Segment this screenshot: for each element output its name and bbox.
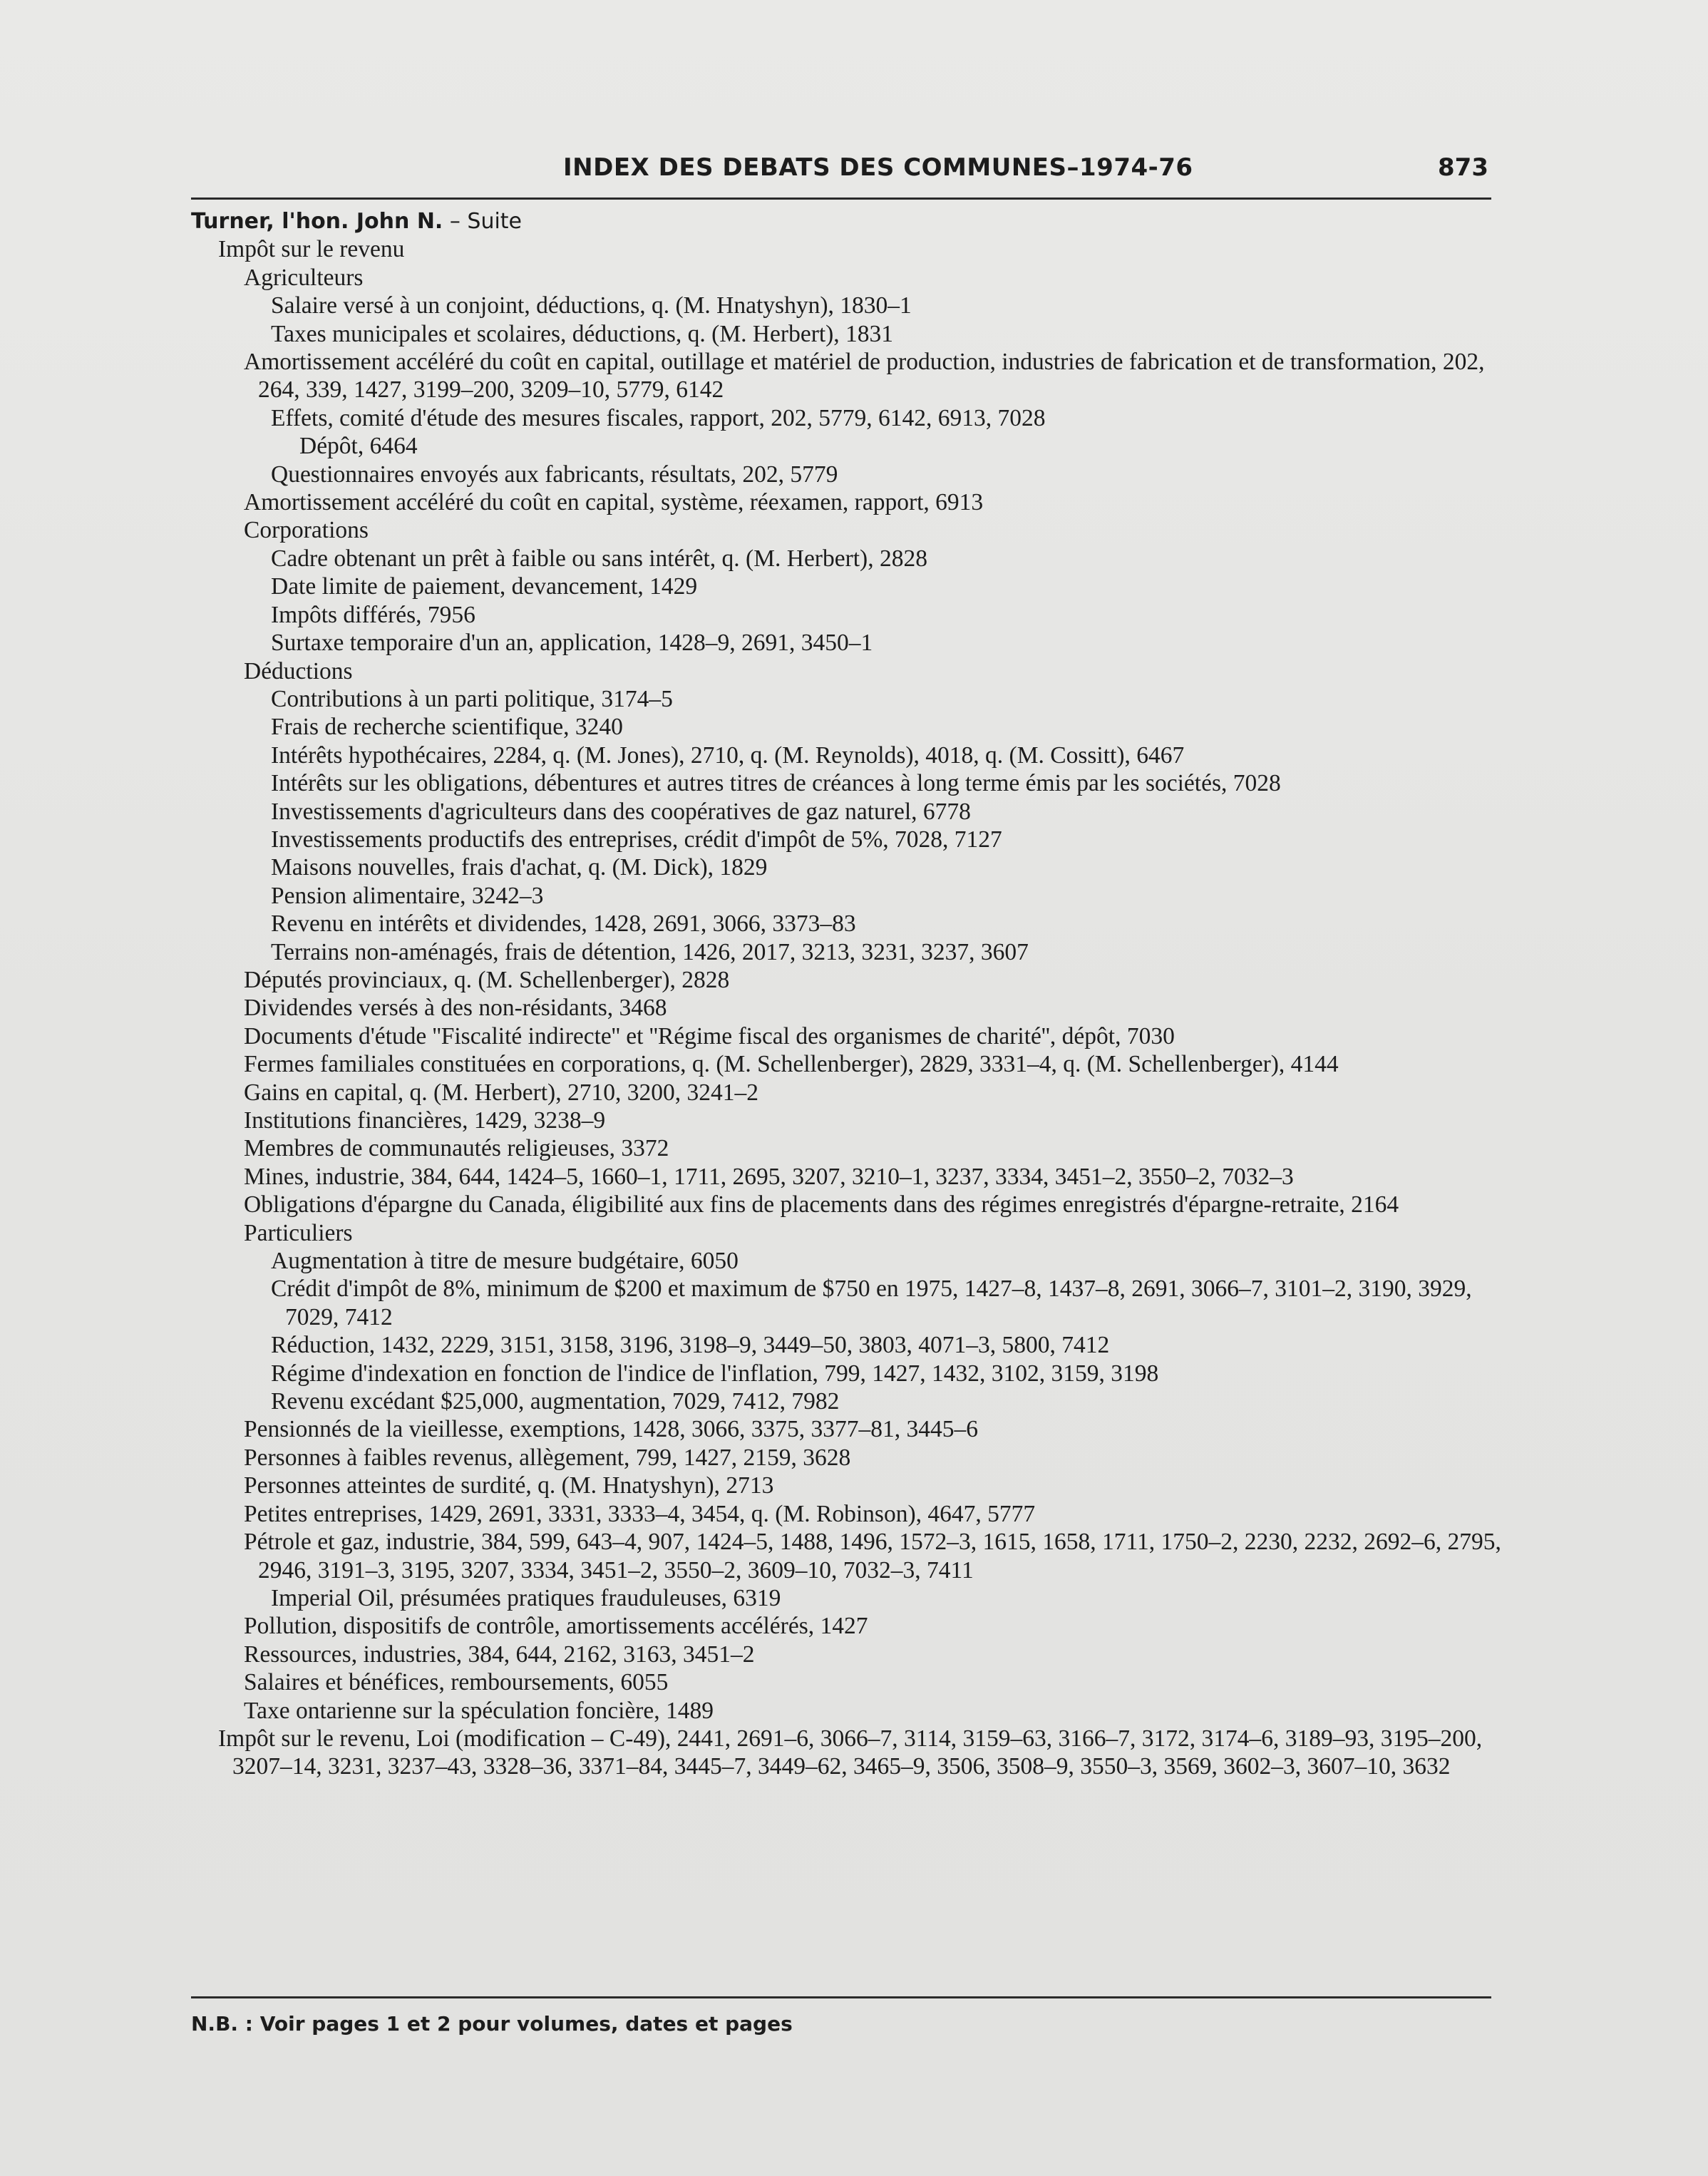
index-entry: Imperial Oil, présumées pratiques frauduleuses, 6319 bbox=[271, 1584, 781, 1611]
index-entry: Réduction, 1432, 2229, 3151, 3158, 3196, 3198–9, 3449–50, 3803, 4071–3, 5800, 7412 bbox=[271, 1332, 1110, 1359]
index-entry: Date limite de paiement, devancement, 1429 bbox=[271, 573, 698, 600]
index-entry: Effets, comité d'étude des mesures fiscales, rapport, 202, 5779, 6142, 6913, 7028 bbox=[271, 404, 1046, 431]
index-entry: Petites entreprises, 1429, 2691, 3331, 3333–4, 3454, q. (M. Robinson), 4647, 5777 bbox=[244, 1500, 1036, 1527]
heading-name: Turner, l'hon. John N. bbox=[191, 209, 443, 234]
index-entry: Pollution, dispositifs de contrôle, amortissements accélérés, 1427 bbox=[244, 1613, 868, 1640]
footer-note: N.B. : Voir pages 1 et 2 pour volumes, dates et pages bbox=[191, 2012, 793, 2036]
page-header bbox=[191, 146, 1491, 200]
index-entry: Fermes familiales constituées en corporations, q. (M. Schellenberger), 2829, 3331–4, q. (M. Schellenberger), 4144 bbox=[244, 1051, 1339, 1078]
index-entry: Pétrole et gaz, industrie, 384, 599, 643–4, 907, 1424–5, 1488, 1496, 1572–3, 1615, 1658, 1711, 1750–2, 2230, 2232, 2692–6, 2795, 2946, 3191–3, 3195, 3207, 3334, 3451–2, 3550–2, 3609–10, 7032–3, 7411 bbox=[244, 1529, 1501, 1584]
index-entry: Déductions bbox=[244, 657, 353, 684]
index-entry: Revenu excédant $25,000, augmentation, 7029, 7412, 7982 bbox=[271, 1388, 840, 1415]
index-entry: Terrains non-aménagés, frais de détention, 1426, 2017, 3213, 3231, 3237, 3607 bbox=[271, 938, 1029, 965]
index-entry: Institutions financières, 1429, 3238–9 bbox=[244, 1107, 606, 1134]
index-entry: Salaires et bénéfices, remboursements, 6055 bbox=[244, 1669, 669, 1696]
index-entry: Régime d'indexation en fonction de l'indice de l'inflation, 799, 1427, 1432, 3102, 3159, 3198 bbox=[271, 1360, 1159, 1387]
index-entry: Taxes municipales et scolaires, déductions, q. (M. Herbert), 1831 bbox=[271, 320, 894, 347]
index-entry: Ressources, industries, 384, 644, 2162, 3163, 3451–2 bbox=[244, 1641, 755, 1668]
index-entry: Intérêts sur les obligations, débentures et autres titres de créances à long terme émis par les sociétés, 7028 bbox=[271, 770, 1281, 797]
page-number: 873 bbox=[1438, 153, 1488, 182]
index-entry: Dépôt, 6464 bbox=[299, 433, 418, 460]
page-title: INDEX DES DEBATS DES COMMUNES–1974-76 bbox=[563, 153, 1193, 182]
footer-rule bbox=[191, 1996, 1491, 1998]
index-entry: Augmentation à titre de mesure budgétaire, 6050 bbox=[271, 1248, 739, 1275]
index-entry: Corporations bbox=[244, 517, 369, 544]
index-entry: Amortissement accéléré du coût en capital, système, réexamen, rapport, 6913 bbox=[244, 489, 984, 516]
index-entry: Particuliers bbox=[244, 1219, 353, 1246]
index-entry: Impôts différés, 7956 bbox=[271, 601, 475, 628]
index-entry: Salaire versé à un conjoint, déductions, q. (M. Hnatyshyn), 1830–1 bbox=[271, 292, 912, 319]
index-entry: Contributions à un parti politique, 3174–5 bbox=[271, 685, 673, 712]
index-body bbox=[191, 207, 1503, 1781]
index-entry: Intérêts hypothécaires, 2284, q. (M. Jones), 2710, q. (M. Reynolds), 4018, q. (M. Cossitt), 6467 bbox=[271, 741, 1185, 769]
index-entry: Taxe ontarienne sur la spéculation foncière, 1489 bbox=[244, 1697, 714, 1724]
heading-suite: – Suite bbox=[443, 209, 523, 234]
index-entry: Questionnaires envoyés aux fabricants, résultats, 202, 5779 bbox=[271, 461, 838, 488]
index-entry: Investissements productifs des entreprises, crédit d'impôt de 5%, 7028, 7127 bbox=[271, 826, 1002, 853]
index-entry: Agriculteurs bbox=[244, 264, 364, 291]
index-entry: Surtaxe temporaire d'un an, application, 1428–9, 2691, 3450–1 bbox=[271, 630, 873, 657]
index-entry: Membres de communautés religieuses, 3372 bbox=[244, 1135, 669, 1162]
index-entry: Obligations d'épargne du Canada, éligibilité aux fins de placements dans des régimes enregistrés d'épargne-retraite, 2164 bbox=[244, 1191, 1399, 1218]
index-entry: Gains en capital, q. (M. Herbert), 2710, 3200, 3241–2 bbox=[244, 1079, 758, 1106]
index-entry: Pension alimentaire, 3242–3 bbox=[271, 882, 544, 909]
index-entry: Impôt sur le revenu bbox=[218, 236, 405, 263]
index-entry: Crédit d'impôt de 8%, minimum de $200 et maximum de $750 en 1975, 1427–8, 1437–8, 2691, 3066–7, 3101–2, 3190, 3929, 7029, 7412 bbox=[271, 1276, 1472, 1330]
index-heading bbox=[191, 207, 1503, 235]
index-entry: Revenu en intérêts et dividendes, 1428, 2691, 3066, 3373–83 bbox=[271, 910, 856, 938]
index-entry: Personnes atteintes de surdité, q. (M. Hnatyshyn), 2713 bbox=[244, 1472, 774, 1499]
index-entry: Mines, industrie, 384, 644, 1424–5, 1660–1, 1711, 2695, 3207, 3210–1, 3237, 3334, 3451–2, 3550–2, 7032–3 bbox=[244, 1163, 1294, 1190]
index-entry: Personnes à faibles revenus, allègement, 799, 1427, 2159, 3628 bbox=[244, 1444, 851, 1471]
index-entry: Documents d'étude ''Fiscalité indirecte'' et ''Régime fiscal des organismes de charité'', dépôt, 7030 bbox=[244, 1022, 1175, 1049]
index-entry: Amortissement accéléré du coût en capital, outillage et matériel de production, industries de fabrication et de transformation, 202, 264, 339, 1427, 3199–200, 3209–10, 5779, 6142 bbox=[244, 349, 1485, 404]
index-entry: Maisons nouvelles, frais d'achat, q. (M. Dick), 1829 bbox=[271, 854, 768, 881]
index-entry: Investissements d'agriculteurs dans des coopératives de gaz naturel, 6778 bbox=[271, 798, 971, 825]
index-entry: Impôt sur le revenu, Loi (modification – C-49), 2441, 2691–6, 3066–7, 3114, 3159–63, 3166–7, 3172, 3174–6, 3189–93, 3195–200, 3207–14, 3231, 3237–43, 3328–36, 3371–84, 3445–7, 3449–62, 3465–9, 3506, 3508–9, 3550–3, 3569, 3602–3, 3607–10, 3632 bbox=[218, 1725, 1483, 1780]
index-entry: Dividendes versés à des non-résidants, 3468 bbox=[244, 995, 667, 1022]
index-entry: Pensionnés de la vieillesse, exemptions, 1428, 3066, 3375, 3377–81, 3445–6 bbox=[244, 1416, 979, 1443]
index-entry: Frais de recherche scientifique, 3240 bbox=[271, 714, 623, 741]
index-entry: Députés provinciaux, q. (M. Schellenberger), 2828 bbox=[244, 966, 730, 993]
index-entry: Cadre obtenant un prêt à faible ou sans intérêt, q. (M. Herbert), 2828 bbox=[271, 545, 927, 572]
